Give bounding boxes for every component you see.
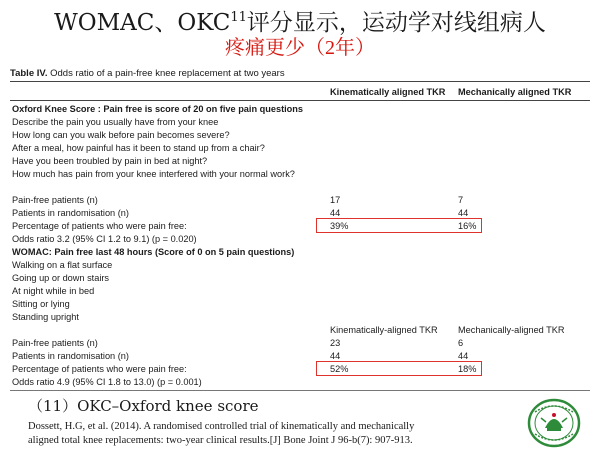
col-header-ma: Mechanically aligned TKR (458, 87, 572, 97)
oxford-question: Have you been troubled by pain in bed at night? (12, 156, 208, 166)
womac-question: Walking on a flat surface (12, 260, 113, 270)
womac-question: Going up or down stairs (12, 273, 110, 283)
womac-row-ka: 52% (330, 364, 349, 374)
oxford-row-ma: 7 (458, 195, 464, 205)
slide-title: WOMAC、OKC$^{11}$评分显示，运动学对线组病人 (54, 10, 546, 36)
womac-row-ma: 6 (458, 338, 464, 348)
table-bottom-rule (10, 390, 590, 391)
university-seal-icon (527, 398, 581, 448)
reference-line: Dossett, H.G, et al. (2014). A randomised controlled trial of kinematically and mechanically (28, 421, 415, 432)
womac-col-header-ka: Kinematically-aligned TKR (330, 325, 438, 335)
womac-row-label: Percentage of patients who were pain free: (12, 364, 187, 374)
header-rule (10, 100, 590, 101)
womac-question: Standing upright (12, 312, 79, 322)
womac-row-ma: 18% (458, 364, 477, 374)
reference-heading: （11）OKC–Oxford knee score (28, 397, 259, 415)
oxford-row-label: Pain-free patients (n) (12, 195, 98, 205)
oxford-question: After a meal, how painful has it been to stand up from a chair? (12, 143, 265, 153)
table-caption: Table IV. Odds ratio of a pain-free knee replacement at two years (10, 68, 285, 79)
oxford-row-label: Percentage of patients who were pain free: (12, 221, 187, 231)
oxford-heading: Oxford Knee Score : Pain free is score of 20 on five pain questions (12, 104, 304, 114)
womac-question: Sitting or lying (12, 299, 70, 309)
womac-row-ka: 23 (330, 338, 341, 348)
womac-row-ma: 44 (458, 351, 469, 361)
oxford-row-ma: 16% (458, 221, 477, 231)
oxford-row-ka: 39% (330, 221, 349, 231)
womac-col-header-ma: Mechanically-aligned TKR (458, 325, 565, 335)
slide-subtitle: 疼痛更少（2年） (225, 35, 375, 59)
oxford-row-ma: 44 (458, 208, 469, 218)
reference-line: aligned total knee replacements: two-year clinical results.[J] Bone Joint J 96-b(7): 907-913. (28, 435, 413, 446)
oxford-question: Describe the pain you usually have from your knee (12, 117, 219, 127)
oxford-question: How much has pain from your knee interfered with your normal work? (12, 169, 295, 179)
oxford-row-ka: 44 (330, 208, 341, 218)
womac-heading: WOMAC: Pain free last 48 hours (Score of 0 on 5 pain questions) (12, 247, 295, 257)
womac-row-label: Patients in randomisation (n) (12, 351, 129, 361)
womac-odds-ratio: Odds ratio 4.9 (95% CI 1.8 to 13.0) (p = 0.001) (12, 377, 202, 387)
womac-row-label: Pain-free patients (n) (12, 338, 98, 348)
col-header-ka: Kinematically aligned TKR (330, 87, 446, 97)
womac-question: At night while in bed (12, 286, 95, 296)
oxford-row-label: Patients in randomisation (n) (12, 208, 129, 218)
oxford-question: How long can you walk before pain becomes severe? (12, 130, 230, 140)
oxford-odds-ratio: Odds ratio 3.2 (95% CI 1.2 to 9.1) (p = 0.020) (12, 234, 197, 244)
table-top-rule (10, 81, 590, 82)
oxford-row-ka: 17 (330, 195, 341, 205)
womac-row-ka: 44 (330, 351, 341, 361)
